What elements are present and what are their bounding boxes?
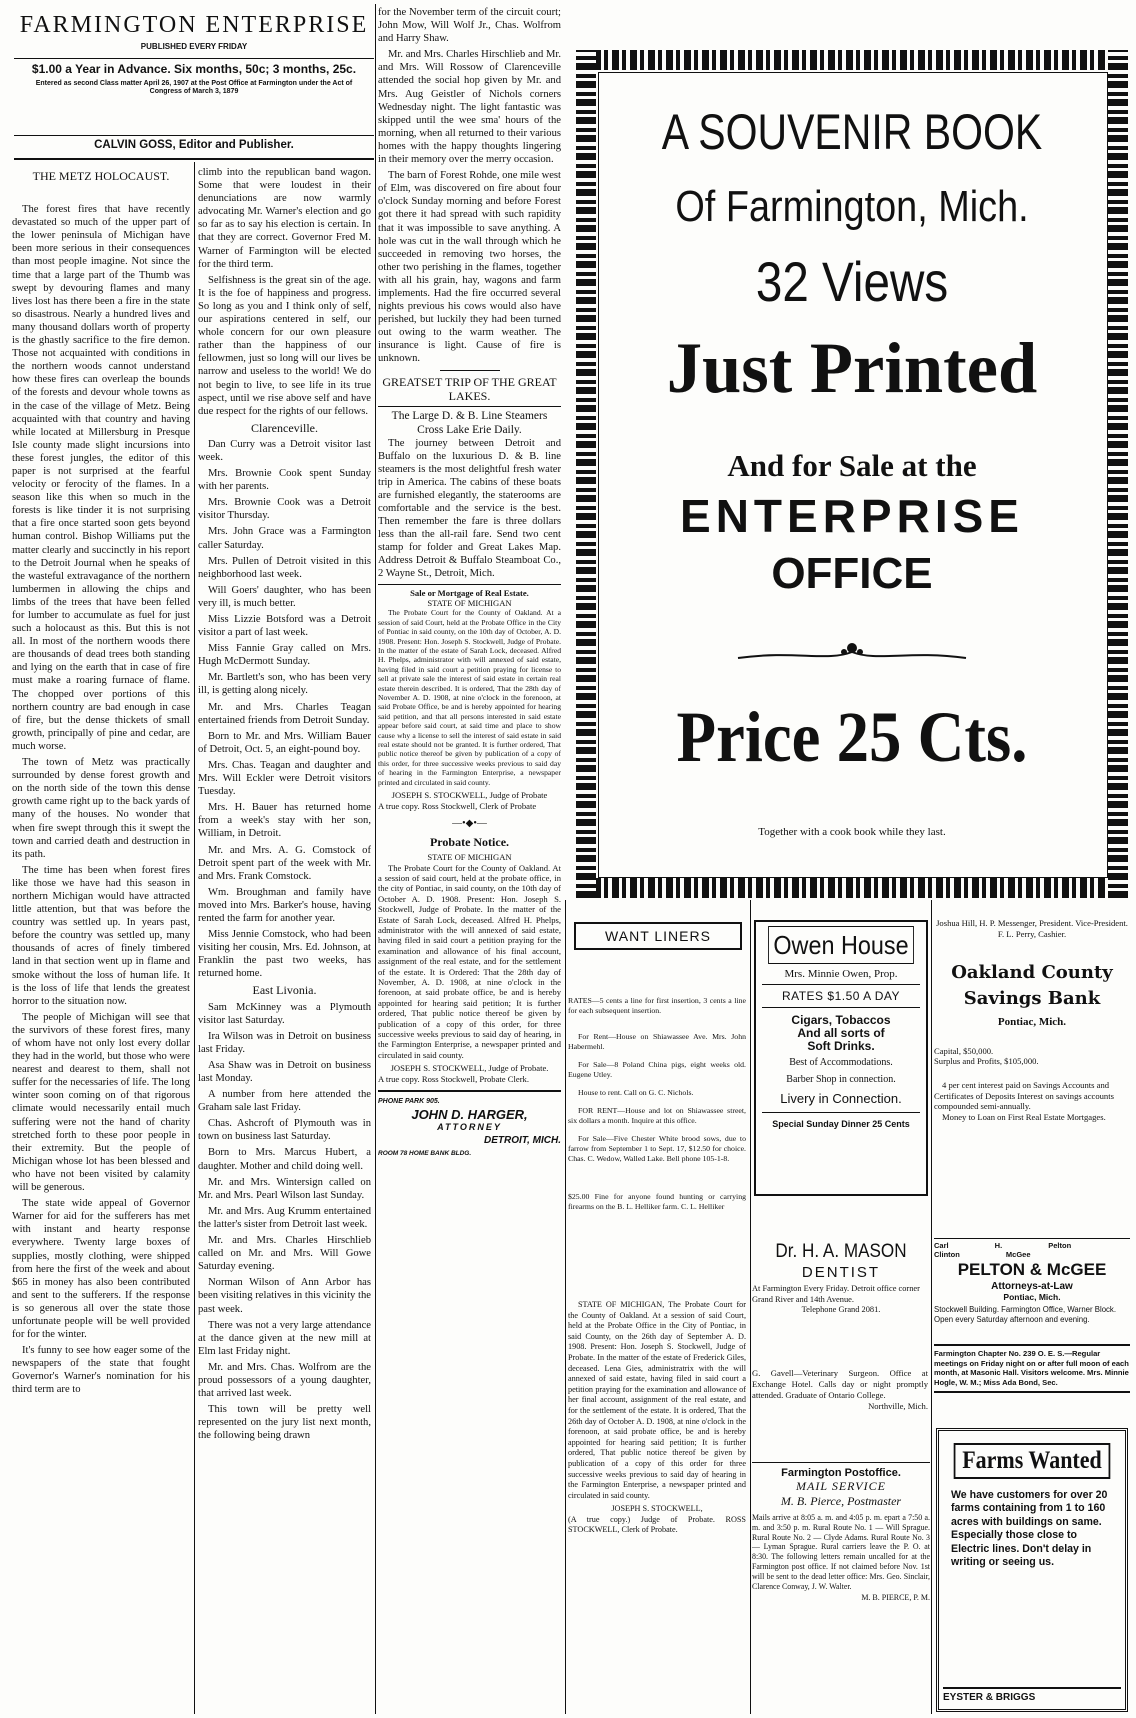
- postoffice-ad: [752, 1462, 930, 1714]
- owen-rates: RATES $1.50 A DAY: [781, 989, 901, 1003]
- divider-ornament: —•◆•—: [452, 817, 487, 829]
- news-item: Mr. Bartlett's son, who has been very ill, is getting along nicely.: [198, 672, 371, 697]
- postoffice-master: M. B. Pierce, Postmaster: [780, 1494, 902, 1508]
- gavell-ad: [752, 1368, 928, 1448]
- ornament-border-top: [576, 50, 1128, 70]
- probate-state: STATE OF MICHIGAN: [427, 852, 512, 863]
- mason-ad: [752, 1240, 930, 1350]
- news-item: Norman Wilson of Ann Arbor has been visiting relatives in this vicinity the past week.: [198, 1277, 371, 1315]
- news-item: Miss Lizzie Botsford was a Detroit visitor a part of last week.: [198, 614, 371, 639]
- bank-ad: [934, 918, 1130, 1188]
- column-metz: [12, 166, 190, 1714]
- chapter-body: Farmington Chapter No. 239 O. E. S.—Regular meetings on Friday night on or after full moon of each month, at Masonic Hall. Visitors welcome. Mrs. Minnie Hogle, W. M.; Miss Ada Bond, Sec.: [934, 1349, 1129, 1387]
- metz-paragraph: The forest fires that have recently devastated so much of the upper part of the lower peninsula of Michigan have been more serious in their consequences than most people imagine. Not since the time that a large part of the Thumb was swept by devouring flames and many lives lost has there been a fire in the state so disastrous. Nearly a hundred lives and many thousand dollars worth of property is the ghastly sacrifice to the fire demon. Those not acquainted with conditions in the northern woods cannot understand how these fires can overleap the bounds of the forests and devour whole towns as in the case of the village of Metz. Being acquainted with that country and having while located at Millersburg in Presque Isle county made slight incursions into these forest jungles, the editor of this paper is not surprised at the fearful velocity or ferocity of the flames. In a season like this when so much in the forests is like tinder it is not surprising that a fire once started soon gets beyond human control. Bishop Williams put the matter clearly and succinctly in his report to the Detroit Journal when he speaks of the wasteful extravagance of the northern lumbermen in allowing the chips and limbs of the trees that have been felled for lumber to accumulate as fuel for just such a holocaust as this. But this is not all. In most of the northern woods there are thousands of dead trees both standing and lying on the earth that in case of fire must make a roaring furnace of flame. The chopped over portions of this northern country are bad enough in case of fire, but the dense thickets of small growth, principally of pine and cedar, are much worse.: [12, 204, 190, 752]
- news-item: Mr. and Mrs. Aug Krumm entertained the latter's sister from Detroit last week.: [198, 1205, 371, 1230]
- owen-cigars: Cigars, Tobaccos And all sorts of Soft Drinks.: [791, 1013, 891, 1053]
- news-item: for the November term of the circuit court; John Mow, Will Wolf Jr., Chas. Wolfrom and Harry Shaw.: [378, 7, 561, 45]
- mason-title: DENTIST: [801, 1264, 881, 1281]
- harger-name: JOHN D. HARGER,: [411, 1107, 528, 1123]
- sale-heading: Sale or Mortgage of Real Estate.: [410, 587, 529, 598]
- news-item: Mr. and Mrs. A. G. Comstock of Detroit spent part of the week with Mr. and Mrs. Frank Comstock.: [198, 844, 371, 882]
- clarenceville-heading: Clarenceville.: [251, 420, 318, 435]
- farms-firm: EYSTER & BRIGGS: [943, 1687, 1121, 1703]
- east-livonia-heading: East Livonia.: [252, 983, 317, 998]
- news-item: Mr. and Mrs. Charles Hirschlieb and Mr. and Mrs. Will Rossow of Clarenceville attended the social hop given by Mr. and Mrs. Aug Geistler of Nichols corners Wednesday night. The light fantastic was skipped until the wee sma' hours of the morning, when all returned to their various homes with the happy thoughts lingering in their memory over the merry occasion.: [378, 49, 561, 166]
- farms-wanted-ad: [936, 1428, 1128, 1712]
- probate-copy: A true copy. Ross Stockwell, Probate Clerk.: [378, 1073, 530, 1084]
- souvenir-line7: OFFICE: [771, 549, 933, 598]
- bank-officers: Joshua Hill, H. P. Messenger, President. Vice-President. F. L. Perry, Cashier.: [936, 918, 1128, 939]
- harger-phone: PHONE PARK 905.: [378, 1098, 440, 1106]
- harger-ad: [378, 1095, 561, 1160]
- souvenir-line6: ENTERPRISE: [680, 490, 1024, 542]
- masthead-editor: CALVIN GOSS, Editor and Publisher.: [94, 139, 294, 151]
- postoffice-sign: M. B. PIERCE, P. M.: [861, 1593, 930, 1603]
- column-two: [198, 166, 371, 1714]
- gavell-body: G. Gavell—Veterinary Surgeon. Office at Exchange Hotel. Calls day or night promptly attended. Graduate of Ontario College.: [752, 1368, 928, 1400]
- souvenir-ad: [576, 50, 1128, 898]
- sale-copy: A true copy. Ross Stockwell, Clerk of Probate: [378, 800, 537, 811]
- want-rates: RATES—5 cents a line for first insertion, 3 cents a line for each subsequent insertion.: [568, 996, 746, 1015]
- pelton-partners: Carl H. Pelton Clinton McGee: [934, 1241, 1072, 1259]
- owen-accommodations: Best of Accommodations.: [789, 1057, 893, 1068]
- news-item: Miss Jennie Comstock, who had been visiting her cousin, Mrs. Ed. Johnson, at Franklin the past two weeks, has returned home.: [198, 929, 371, 980]
- news-item: There was not a very large attendance at the dance given at the new mill at Elm last Friday night.: [198, 1319, 371, 1357]
- owen-livery: Livery in Connection.: [780, 1091, 902, 1106]
- news-item: Mrs. Brownie Cook was a Detroit visitor Thursday.: [198, 497, 371, 522]
- news-item: Mrs. Brownie Cook spent Sunday with her parents.: [198, 468, 371, 493]
- news-item: Ira Wilson was in Detroit on business last Friday.: [198, 1030, 371, 1055]
- ornament-border-left: [576, 50, 596, 898]
- news-item: Chas. Ashcroft of Plymouth was in town on business last Saturday.: [198, 1118, 371, 1143]
- souvenir-line2: Of Farmington, Mich.: [675, 182, 1029, 231]
- mason-name: Dr. H. A. MASON: [775, 1241, 907, 1262]
- harger-city: DETROIT, MICH.: [483, 1135, 561, 1147]
- bank-capital: Capital, $50,000.: [934, 1046, 994, 1056]
- sale-state: STATE OF MICHIGAN: [427, 597, 512, 608]
- farms-title: Farms Wanted: [954, 1443, 1111, 1479]
- chapter-ad: [934, 1344, 1130, 1410]
- bank-surplus: Surplus and Profits, $105,000.: [934, 1056, 1039, 1066]
- ornament-border-right: [1108, 50, 1128, 898]
- want-item: For Sale—8 Poland China pigs, eight weeks old. Eugene Utley.: [568, 1060, 746, 1079]
- pelton-city: Pontiac, Mich.: [1003, 1292, 1061, 1302]
- farms-body: We have customers for over 20 farms containing from 1 to 160 acres with buildings on same. Especially those close to Electric lines. Don't delay in writing or seeing us.: [951, 1489, 1108, 1569]
- postoffice-body: Mails arrive at 8:05 a. m. and 4:05 p. m. epart a 7:50 a. m. and 3:50 p. m. Rural Route No. 1 — Will Sprague. Rural Route No. 2 — Clyde Adams. Rural Route No. 3 — Lyman Sprague. Rural carriers leave the P. O. at 8:30. The following letters remain uncalled for at the Farmington post office. If not claimed before Nov. 1st will be sent to the dead letter office: Mrs. Geo. Sinclair, Clarence Conway, J. W. Walter.: [752, 1513, 930, 1591]
- news-item: Mrs. Pullen of Detroit visited in this neighborhood last week.: [198, 555, 371, 580]
- owen-house-ad: [754, 920, 928, 1196]
- news-item: Wm. Broughman and family have moved into Mrs. Barker's house, having rented the farm for another year.: [198, 886, 371, 924]
- masthead-title: FARMINGTON ENTERPRISE: [19, 12, 369, 38]
- pelton-name: PELTON & McGEE: [957, 1260, 1107, 1279]
- state-notice-body: STATE OF MICHIGAN, The Probate Court for the County of Oakland. At a session of said Court, held at the Probate Office in the City of Pontiac, in said County, on the 26th day of September A. D. 1908. Present: Hon. Joseph S. Stockwell, Judge of Probate. In the matter of the estate of Frederick Giles, deceased. Lena Gies, administratrix with the will annexed of said estate, having filed in said court a petition praying for the examination and allowance of her final account, assignment of the real estate, and for the settlement of the estate. It is ordered, That the 26th day of October A. D. 1908, at nine o'clock in the forenoon, at said probate office, be and is hereby appointed for hearing said petition; It is further ordered, That public notice thereof be given by publication of a copy of this order for three successive weeks previous to said day of hearing in the Farmington Enterprise, a newspaper printed and circulated in said county.: [568, 1300, 746, 1500]
- owen-dinner: Special Sunday Dinner 25 Cents: [772, 1119, 910, 1129]
- news-item: Dan Curry was a Detroit visitor last week.: [198, 438, 371, 463]
- probate-heading: Probate Notice.: [429, 835, 510, 849]
- greatset-body: The journey between Detroit and Buffalo on the luxurious D. & B. line steamers is the most delightful fresh water trip in America. The cabins of these boats are furnished elegantly, the staterooms are comfortable and the service is the best. Then remember the fare is three dollars less than the all-rail fare. Send two cent stamp for folder and Great Lakes Map. Address Detroit & Buffalo Steamboat Co., 2 Wayne St., Detroit, Mich.: [378, 437, 561, 580]
- bank-city: Pontiac, Mich.: [997, 1016, 1067, 1028]
- want-item: For Sale—Five Chester White brood sows, due to farrow from September 1 to Sept. 17, $12.50 for choice. Chas. C. Wedow, Walled Lake. Bell phone 105-1-8.: [568, 1134, 746, 1163]
- column-three: [378, 6, 561, 1714]
- want-title: WANT LINERS: [574, 922, 742, 950]
- souvenir-line1: A SOUVENIR BOOK: [661, 104, 1043, 160]
- bank-loans: Money to Loan on First Real Estate Mortgages.: [942, 1111, 1106, 1122]
- masthead-published: PUBLISHED EVERY FRIDAY: [140, 42, 248, 51]
- want-item: For Rent—House on Shiawassee Ave. Mrs. John Habermehl.: [568, 1032, 746, 1051]
- news-item: A number from here attended the Graham sale last Friday.: [198, 1089, 371, 1114]
- owen-barber: Barber Shop in connection.: [786, 1074, 896, 1085]
- fine-notice: [568, 1192, 746, 1234]
- mason-phone: Telephone Grand 2081.: [801, 1305, 881, 1314]
- souvenir-line5: And for Sale at the: [727, 448, 977, 483]
- postoffice-title: Farmington Postoffice.: [781, 1467, 901, 1479]
- news-item: Mrs. Chas. Teagan and daughter and Mrs. Will Eckler were Detroit visitors Tuesday.: [198, 759, 371, 798]
- news-item: Mr. and Mrs. Charles Hirschlieb called on Mr. and Mrs. Will Gowe Saturday evening.: [198, 1235, 371, 1273]
- editorial-paragraph: climb into the republican band wagon. Some that were loudest in their denunciations are now warmly advocating Mr. Warner's election and go so far as to say his election is certain. In that they are correct. Governor Fred M. Warner of Farmington will be elected for the third term.: [198, 167, 371, 270]
- fine-body: $25.00 Fine for anyone found hunting or carrying firearms on the B. L. Helliker farm. C. L. Helliker: [568, 1192, 746, 1211]
- metz-paragraph: The time has been when forest fires like those we have had this season in northern Michigan would have attracted little attention, but that was before the country was settled up. In years past, before the country was settled up, many thousands of acres of finely timbered land in that section went up in flame and smoke without the loss of human life. It is the loss of life that lends the greatest horror to the situation now.: [12, 864, 190, 1007]
- souvenir-price: Price 25 Cts.: [676, 697, 1028, 777]
- pelton-body: Stockwell Building. Farmington Office, Warner Block. Open every Saturday afternoon and evening.: [934, 1305, 1116, 1324]
- bank-interest: 4 per cent interest paid on Savings Accounts and Certificates of Deposits Interest on savings accounts compounded semi-annually.: [934, 1080, 1114, 1112]
- state-notice-signature: JOSEPH S. STOCKWELL,: [611, 1504, 703, 1514]
- news-item: Mr. and Mrs. Wintersign called on Mr. and Mrs. Pearl Wilson last Sunday.: [198, 1176, 371, 1201]
- news-item: Born to Mrs. Marcus Hubert, a daughter. Mother and child doing well.: [198, 1147, 371, 1172]
- gavell-city: Northville, Mich.: [868, 1401, 928, 1411]
- news-item: Miss Fannie Gray called on Mrs. Hugh McDermott Sunday.: [198, 643, 371, 668]
- greatset-subheading: The Large D. & B. Line Steamers Cross Lake Erie Daily.: [391, 409, 548, 436]
- news-item: This town will be pretty well represented on the jury list next month, the following being drawn: [198, 1404, 371, 1442]
- harger-room: ROOM 78 HOME BANK BLDG.: [378, 1150, 472, 1158]
- news-item: Born to Mr. and Mrs. William Bauer of Detroit, Oct. 5, an eight-pound boy.: [198, 730, 371, 755]
- masthead-entered: Entered as second Class matter April 26, 1907 at the Post Office at Farmington under the Act of Congress of March 3, 1879: [35, 80, 353, 95]
- souvenir-line4: Just Printed: [666, 328, 1038, 408]
- want-body: [568, 996, 746, 1192]
- mason-body: At Farmington Every Friday. Detroit office corner Grand River and 14th Avenue.: [752, 1284, 920, 1304]
- greatset-heading: GREATSET TRIP OF THE GREAT LAKES.: [382, 374, 557, 403]
- editorial-paragraph: Selfishness is the great sin of the age. It is the foe of happiness and progress. So long as you and I think only of self, our aspirations centered in self, our whole concern for our own pleasure rather than the happiness of our fellowmen, just so long will our lives be narrow and useless to the world! We do not begin to live, to see life in its true aspect, until we rise above self and have due respect for the rights of our fellows.: [198, 274, 371, 417]
- state-notice: [568, 1300, 746, 1714]
- news-item: Mrs. John Grace was a Farmington caller Saturday.: [198, 526, 371, 551]
- owen-prop: Mrs. Minnie Owen, Prop.: [784, 968, 898, 980]
- bank-name-1: Oakland County: [951, 962, 1113, 983]
- owen-title: Owen House: [768, 926, 914, 964]
- metz-title: THE METZ HOLOCAUST.: [32, 169, 170, 183]
- bank-name-2: Savings Bank: [963, 988, 1101, 1009]
- want-liners: [568, 900, 748, 1190]
- pelton-ad: [934, 1238, 1130, 1330]
- probate-signature: JOSEPH S. STOCKWELL, Judge of Probate.: [390, 1063, 549, 1074]
- sale-body: The Probate Court for the County of Oakland. At a session of said Court, held at the Probate Office in the City of Pontiac in said county, on the 10th day of October, A. D. 1908. Present: Hon. Joseph S. Stockwell, Judge of Probate. In the matter of the estate of Sarah Lock, deceased. Alfred H. Phelps, administrator with will annexed of said estate, having filed in said court a petition praying for license to sell at private sale the interest of said estate in certain real estate therein described. It is ordered, That the 28th day of November A. D. 1908, at nine o'clock in the forenoon, at said Probate Office, be and is hereby appointed for hearing said petition, and that all persons interested in said estate appear before said court, at said time and place to show cause why a license to sell the interest of said estate in said real estate should not be granted. It is further ordered, That public notice thereof be given by publication of a copy of this order, for three successive weeks previous to said day of hearing in the Farmington Enterprise, a newspaper printed and circulated in said county.: [378, 608, 561, 787]
- metz-paragraph: It's funny to see how eager some of the newspapers of the state that fought Governor's Warner's nomination for his third term are to: [12, 1345, 190, 1396]
- news-item: Sam McKinney was a Plymouth visitor last Saturday.: [198, 1001, 371, 1026]
- sale-signature: JOSEPH S. STOCKWELL, Judge of Probate: [391, 790, 548, 801]
- news-item: Mrs. H. Bauer has returned home from a week's stay with her son, William, in Detroit.: [198, 802, 371, 840]
- metz-paragraph: The state wide appeal of Governor Warner for aid for the sufferers has met with instant and hearty response everywhere. Twenty large boxes of supplies, mostly clothing, were shipped from here the first of the week and about $65 in money has also been contributed and sent to the sufferers. If the response is so generous all over the state those unfortunate people will be well provided for for the winter.: [12, 1198, 190, 1341]
- news-item: Will Goers' daughter, who has been very ill, is much better.: [198, 584, 371, 609]
- souvenir-line3: 32 Views: [755, 250, 949, 313]
- news-item: Asa Shaw was in Detroit on business last Monday.: [198, 1059, 371, 1084]
- flourish-ornament: [736, 640, 968, 664]
- news-item: The barn of Forest Rohde, one mile west of Elm, was discovered on fire about four o'clock Sunday morning and before Forest got there it had spread with such rapidity that it was impossible to save anything. A hole was cut in the wall through which he succeeded in removing two horses, the other two perishing in the flames, together with all his grain, hay, wagons and farm implements. Had the fire occurred several nights previous his cows would also have perished, but luckily they had been turned out owing to the warm weather. The insurance is light. Cause of fire is unknown.: [378, 170, 561, 365]
- masthead: [14, 8, 374, 158]
- state-notice-copy: (A true copy.) Judge of Probate. ROSS STOCKWELL, Clerk of Probate.: [568, 1514, 746, 1535]
- probate-body: The Probate Court for the County of Oakland. At a session of said court, held at the probate office, in the city of Pontiac, in said county, on the 10th day of October A. D. 1908. Present: Hon. Joseph S. Stockwell, Judge of Probate. In the matter of the Estate of Sarah Lock, deceased. Alfred H. Phelps, administrator with the will annexed of said estate, having filed in said court a petition praying for the examination and allowance of his final account, assignment of the real estate, and for the settlement of the estate. It is Ordered: That the 28th day of November, A. D. 1908, at nine o'clock in the forenoon, at said probate office, be and is hereby appointed for hearing said petition; It is further ordered, That public notice thereof be given by publication of a copy of this order, for three successive weeks previous to said day of hearing, in the Farmington Enterprise, a newspaper printed and circulated in said county.: [378, 862, 561, 1060]
- souvenir-footer: Together with a cook book while they last.: [758, 826, 946, 838]
- masthead-rates: $1.00 a Year in Advance. Six months, 50c; 3 months, 25c.: [31, 62, 357, 76]
- pelton-title: Attorneys-at-Law: [991, 1281, 1073, 1292]
- harger-title: ATTORNEY: [437, 1122, 502, 1133]
- want-item: House to rent. Call on G. C. Nichols.: [578, 1088, 694, 1097]
- want-item: FOR RENT—House and lot on Shiawassee street, six dollars a month. Inquire at this office.: [568, 1106, 746, 1125]
- news-item: Mr. and Mrs. Chas. Wolfrom are the proud possessors of a young daughter, that arrived last week.: [198, 1361, 371, 1400]
- metz-paragraph: The people of Michigan will see that the survivors of these forest fires, many of whom have not only lost every dollar they had in the world, but those who were nearest and dearest to them, shall not suffer for the necessaries of life. The long winter soon coming on of that rigorous climate would necessarily entail much suffering were not the hand of charity stretched forth to these poor people in their extremity. But the people of Michigan whose lot has been blessed and who have not been visited by calamity will be generous.: [12, 1011, 190, 1194]
- metz-paragraph: The town of Metz was practically surrounded by dense forest growth and on the north side of the town this dense growth came right up to the back yards of many of the houses. No wonder that when fire swept through this it swept the town and carried death and destruction in its path.: [12, 757, 190, 860]
- ornament-border-bottom: [576, 878, 1128, 898]
- news-item: Mr. and Mrs. Charles Teagan entertained friends from Detroit Sunday.: [198, 701, 371, 726]
- postoffice-sub: MAIL SERVICE: [796, 1479, 886, 1493]
